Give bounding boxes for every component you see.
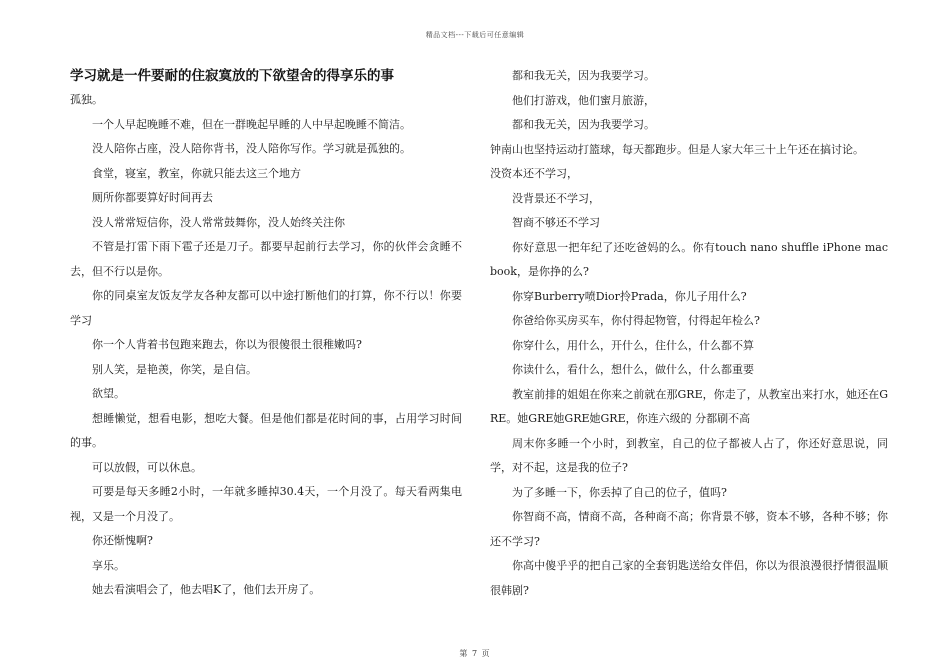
paragraph: 可以放假，可以休息。 — [92, 460, 202, 474]
paragraph: 一个人早起晚睡不难，但在一群晚起早睡的人中早起晚睡不简洁。 — [92, 117, 411, 131]
paragraph: 周末你多睡一个小时，到教室，自己的位子都被人占了，你还好意思说，同学，对不起，这是我的位子? — [490, 436, 888, 474]
paragraph: 你高中傻乎乎的把自己家的全套钥匙送给女伴侣，你以为很浪漫很抒情很温顺很韩剧? — [490, 559, 888, 597]
paragraph: 你穿什么，用什么，开什么，住什么，什么都不算 — [512, 338, 754, 352]
paragraph: 你穿Burberry喷Dior拎Prada，你儿子用什么? — [512, 289, 747, 303]
paragraph: 欲望。 — [92, 387, 125, 400]
paragraph: 你的同桌室友饭友学友各种友都可以中途打断他们的打算，你不行以！你要学习 — [70, 289, 462, 327]
paragraph: 享乐。 — [92, 558, 125, 572]
paragraph: 她去看演唱会了，他去唱K了，他们去开房了。 — [92, 583, 321, 596]
paragraph: 你一个人背着书包跑来跑去，你以为很傻很土很稚嫩吗? — [92, 338, 362, 351]
header-note: 精品文档---下载后可任意编辑 — [425, 31, 525, 39]
right-column — [490, 64, 888, 603]
paragraph: 没资本还不学习， — [490, 167, 578, 180]
paragraph: 你还惭愧啊? — [92, 534, 153, 547]
paragraph: 他们打游戏，他们蜜月旅游， — [512, 93, 655, 107]
paragraph: 没背景还不学习， — [512, 191, 600, 205]
paragraph: 想睡懒觉，想看电影，想吃大餐。但是他们都是花时间的事，占用学习时间的事。 — [70, 411, 462, 449]
paragraph: 可要是每天多睡2小时，一年就多睡掉30.4天，一个月没了。每天看两集电视，又是一个月没了。 — [70, 485, 462, 523]
page-number: 第 7 页 — [459, 649, 491, 658]
paragraph: 食堂，寝室，教室，你就只能去这三个地方 — [92, 166, 301, 180]
paragraph: 别人笑，是艳羡，你笑，是自信。 — [92, 362, 257, 376]
paragraph: 孤独。 — [70, 93, 103, 106]
paragraph: 你爸给你买房买车，你付得起物管，付得起年检么? — [512, 314, 760, 327]
paragraph: 钟南山也坚持运动打篮球，每天都跑步。但是人家大年三十上午还在搞讨论。 — [490, 142, 864, 156]
paragraph: 你读什么，看什么，想什么，做什么，什么都重要 — [512, 363, 754, 376]
left-column — [70, 64, 462, 603]
paragraph: 教室前排的姐姐在你来之前就在那GRE，你走了，从教室出来打水，她还在GRE。她GRE她GRE她GRE，你连六级的 分都刷不高 — [490, 387, 888, 425]
paragraph: 都和我无关，因为我要学习。 — [512, 118, 655, 131]
paragraph: 为了多睡一下，你丢掉了自己的位子，值吗? — [512, 485, 727, 499]
paragraph: 厕所你都要算好时间再去 — [92, 191, 213, 204]
article-title: 学习就是一件要耐的住寂寞放的下欲望舍的得享乐的事 — [70, 68, 394, 84]
paragraph: 智商不够还不学习 — [512, 216, 600, 229]
paragraph: 不管是打雷下雨下雹子还是刀子。都要早起前行去学习，你的伙伴会贪睡不去，但不行以是你。 — [70, 240, 462, 278]
paragraph: 没人陪你占座，没人陪你背书，没人陪你写作。学习就是孤独的。 — [92, 142, 411, 155]
paragraph: 都和我无关，因为我要学习。 — [512, 69, 655, 82]
left-paragraphs — [70, 88, 462, 603]
paragraph: 你好意思一把年纪了还吃爸妈的么。你有touch nano shuffle iPhone macbook，是你挣的么? — [490, 240, 888, 278]
paragraph: 没人常常短信你，没人常常鼓舞你，没人始终关注你 — [92, 215, 345, 229]
right-paragraphs — [490, 64, 888, 603]
paragraph: 你智商不高，情商不高，各种商不高；你背景不够，资本不够，各种不够；你还不学习? — [490, 510, 888, 548]
